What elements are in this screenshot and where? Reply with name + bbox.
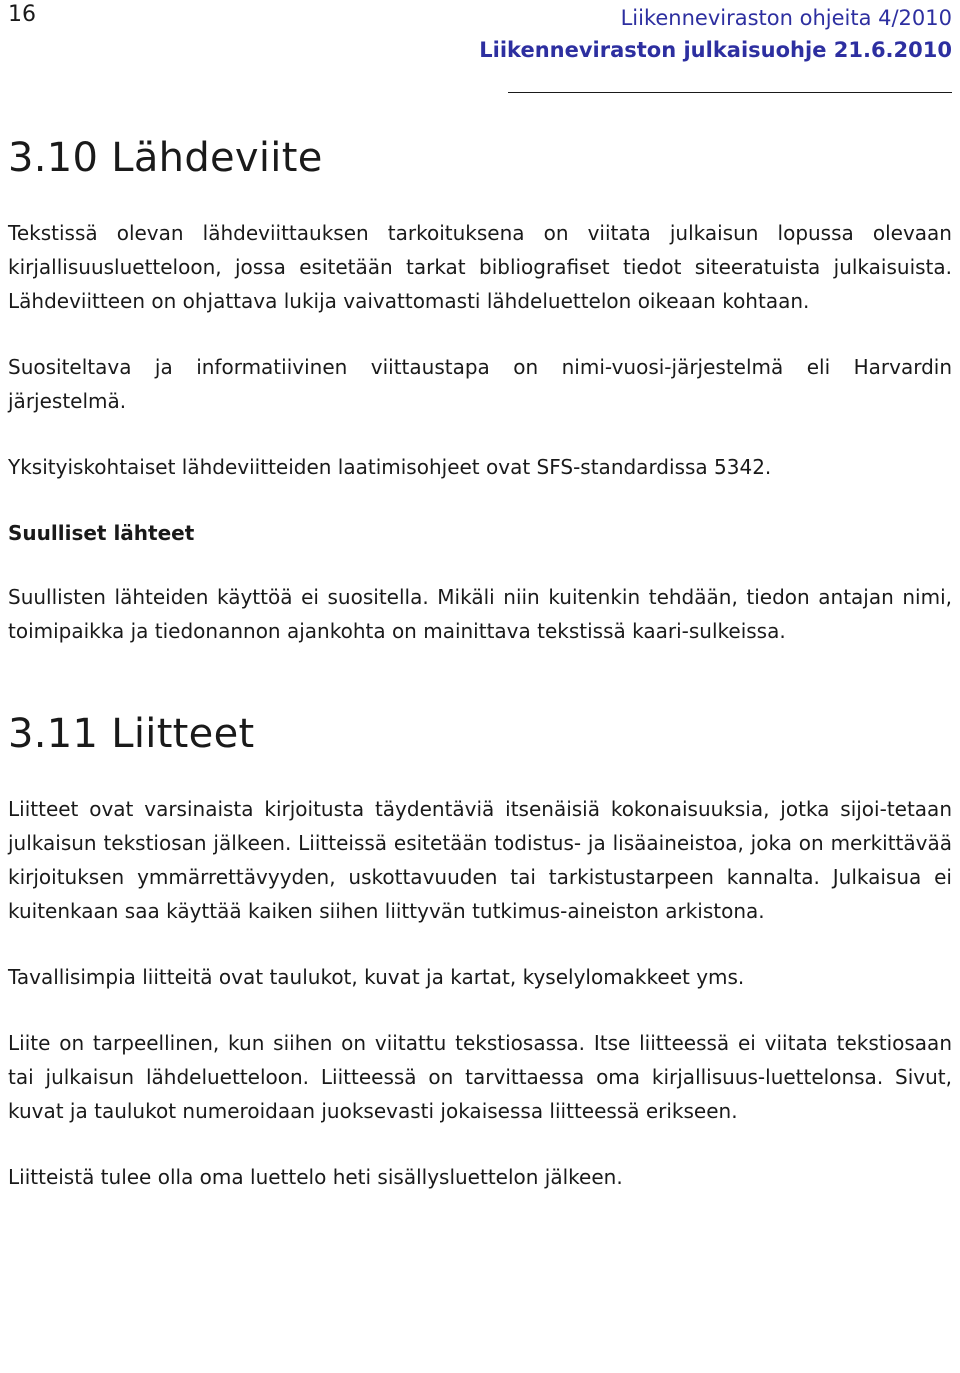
- paragraph: Suositeltava ja informatiivinen viittaustapa on nimi-vuosi-järjestelmä eli Harvardin järjestelmä.: [8, 355, 952, 413]
- page-number: 16: [8, 2, 36, 27]
- subheading-oral-sources: Suulliset lähteet: [8, 521, 195, 545]
- paragraph: Tekstissä olevan lähdeviittauksen tarkoituksena on viitata julkaisun lopussa olevaan kirjallisuusluetteloon, jossa esitetään tarkat bibliografiset tiedot siteeratuista julkaisuista. Lähdeviitteen on ohjattava lukija vaivattomasti lähdeluettelon oikeaan kohtaan.: [8, 221, 952, 313]
- publication-title: Liikenneviraston julkaisuohje 21.6.2010: [479, 38, 952, 62]
- page-header: [8, 0, 952, 90]
- section-heading-3-11: 3.11 Liitteet: [8, 711, 255, 757]
- paragraph: Liitteet ovat varsinaista kirjoitusta täydentäviä itsenäisiä kokonaisuuksia, jotka sijoi-tetaan julkaisun tekstiosan jälkeen. Liitteissä esitetään todistus- ja lisäaineistoa, joka on merkittävää kirjoituksen ymmärrettävyyden, uskottavuuden tai tarkistustarpeen kannalta. Julkaisua ei kuitenkaan saa käyttää kaiken siihen liittyvän tutkimus-aineiston arkistona.: [8, 797, 952, 923]
- paragraph: Liite on tarpeellinen, kun siihen on viitattu tekstiosassa. Itse liitteessä ei viitata tekstiosaan tai julkaisun lähdeluetteloon. Liitteessä on tarvittaessa oma kirjallisuus-luettelonsa. Sivut, kuvat ja taulukot numeroidaan juoksevasti jokaisessa liitteessä erikseen.: [8, 1031, 952, 1123]
- page-content: [8, 132, 952, 1194]
- header-rule: [508, 92, 952, 93]
- publication-series: Liikenneviraston ohjeita 4/2010: [620, 6, 952, 30]
- running-header: [479, 2, 952, 66]
- section-heading-3-10: 3.10 Lähdeviite: [8, 135, 323, 181]
- paragraph: Yksityiskohtaiset lähdeviitteiden laatimisohjeet ovat SFS-standardissa 5342.: [8, 455, 772, 479]
- paragraph: Tavallisimpia liitteitä ovat taulukot, kuvat ja kartat, kyselylomakkeet yms.: [8, 965, 745, 989]
- paragraph: Liitteistä tulee olla oma luettelo heti sisällysluettelon jälkeen.: [8, 1165, 623, 1189]
- paragraph: Suullisten lähteiden käyttöä ei suositella. Mikäli niin kuitenkin tehdään, tiedon antajan nimi, toimipaikka ja tiedonannon ajankohta on mainittava tekstissä kaari-sulkeissa.: [8, 585, 952, 643]
